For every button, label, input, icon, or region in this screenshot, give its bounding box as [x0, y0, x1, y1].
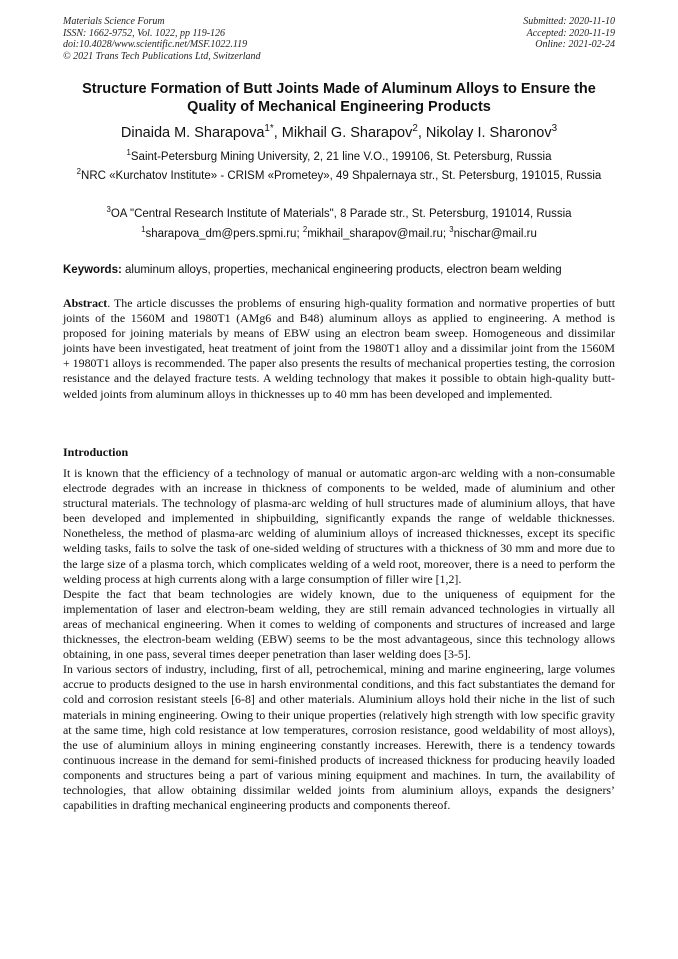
affiliation-marker: 2 [76, 167, 82, 177]
email-link[interactable]: sharapova_dm@pers.spmi.ru [145, 228, 297, 240]
email-separator: ; [442, 228, 450, 240]
keywords-label: Keywords: [63, 264, 122, 276]
email-link[interactable]: mikhail_sharapov@mail.ru [307, 228, 443, 240]
author-marker: 3 [551, 123, 558, 135]
affiliation-marker: 3 [106, 205, 111, 215]
journal-doi: doi:10.4028/www.scientific.net/MSF.1022.119 [63, 39, 248, 50]
keywords-text: aluminum alloys, properties, mechanical engineering products, electron beam welding [125, 264, 562, 276]
email-marker: 2 [302, 225, 308, 235]
affiliation-text: Saint-Petersburg Mining University, 2, 21 line V.O., 199106, St. Petersburg, Russia [130, 151, 552, 163]
email-list [50, 227, 628, 243]
date-accepted: Accepted: 2020-11-19 [526, 27, 615, 39]
affiliation-2 [62, 169, 616, 185]
date-online: Online: 2021-02-24 [535, 39, 615, 50]
journal-copyright: © 2021 Trans Tech Publications Ltd, Switzerland [63, 50, 261, 62]
author-separator: , [417, 125, 426, 141]
journal-issn: ISSN: 1662-9752, Vol. 1022, pp 119-126 [63, 27, 226, 39]
author-marker: 1* [264, 123, 274, 135]
abstract [63, 296, 615, 402]
body-paragraph: In various sectors of industry, including, first of all, petrochemical, mining and marine engineering, large volumes accrue to products designed to the use in harsh environmental conditions, and this fact substantiates the demand for cold and corrosion resistant steels [6-8] and other materials. Aluminium alloys hold their niche in the list of such materials in mining engineering. Owing to their unique properties (relatively high strength with low specific gravity at the same time, high cold resistance at low temperatures, corrosion resistance, good weldability of most alloys), the use of aluminium alloys in mining engineering constantly increases. Herewith, there is a tendency towards continuous increase in the demand for semi-finished products of increased thickness for producing heavily loaded components and structures being a part of various mining equipment and machines. In turn, the availability of technologies, that allow obtaining dissimilar welded joints from aluminium alloys, expands the designers’ capabilities in drafting mechanical engineering products and components thereof. [63, 662, 615, 813]
author-name: Nikolay I. Sharonov [425, 125, 552, 141]
email-separator: ; [296, 228, 303, 240]
body-paragraph: It is known that the efficiency of a technology of manual or automatic argon-arc welding with a non-consumable electrode degrades with an increase in thickness of components to be welded, made of aluminium and other structural materials. The technology of plasma-arc welding of hull structures made of aluminium alloys, that have been developed and implemented in shipbuilding, significantly expands the range of weldable thicknesses. Nonetheless, the method of plasma-arc welding of aluminium alloys of increased thicknesses, except its specific welding tasks, fails to solve the task of one-sided welding of structures with a thickness of 30 mm and more due to the large size of a plasma torch, which complicates welding of a weld root, moreover, there is a need to perform the welding process at high currents along with a large consumption of filler wire [1,2]. [63, 466, 615, 586]
introduction-body [63, 466, 615, 813]
author-name: Mikhail G. Sharapov [281, 125, 413, 141]
affiliation-1 [50, 150, 628, 166]
journal-name: Materials Science Forum [63, 16, 165, 27]
author-marker: 2 [412, 123, 418, 135]
author-name: Dinaida M. Sharapova [120, 125, 265, 141]
affiliation-text: NRC «Kurchatov Institute» - CRISM «Prometey», 49 Shpalernaya str., St. Petersburg, 191015, Russia [81, 170, 602, 182]
affiliation-marker: 1 [126, 148, 131, 158]
section-heading-introduction: Introduction [63, 445, 129, 459]
paper-title: Structure Formation of Butt Joints Made of Aluminum Alloys to Ensure the Quality of Mechanical Engineering Products [82, 81, 596, 115]
affiliation-text: OA "Central Research Institute of Materials", 8 Parade str., St. Petersburg, 191014, Russia [110, 208, 572, 220]
email-link[interactable]: nischar@mail.ru [453, 228, 537, 240]
journal-info [63, 16, 261, 62]
body-paragraph: Despite the fact that beam technologies are widely known, due to the uniqueness of equipment for the implementation of laser and electron-beam welding, they are still remain advanced technologies in virtually all areas of mechanical engineering. When it comes to welding of components and structures of increased and large thicknesses, the electron-beam welding (EBW) seems to be the most advantageous, since this technology allows obtaining, in one pass, several times deeper penetration than laser welding does [3-5]. [63, 586, 615, 662]
date-submitted: Submitted: 2020-11-10 [523, 16, 615, 27]
keywords [63, 263, 623, 278]
author-list [40, 124, 638, 142]
author-separator: , [273, 125, 282, 141]
abstract-label: Abstract [63, 296, 108, 310]
email-marker: 3 [449, 225, 454, 235]
abstract-text: . The article discusses the problems of ensuring high-quality formation and normative properties of butt joints of the 1560M and 1980T1 (AMg6 and B48) aluminum alloys as applied to engineering. A method is proposed for joining materials by means of EBW using an electron beam sweep. Homogeneous and dissimilar joints have been investigated, heat treatment of joint from the 1980T1 alloy and a dissimilar joint from the 1560M + 1980T1 alloys is recommended. The paper also presents the results of mechanical properties testing, the corrosion resistance and the delayed fracture tests. A welding technology that makes it possible to obtain high-quality butt-welded joints from aluminum alloys in thicknesses up to 40 mm has been developed and implemented. [63, 296, 615, 401]
email-marker: 1 [141, 225, 146, 235]
affiliation-3 [50, 207, 628, 223]
publication-dates [523, 16, 615, 51]
